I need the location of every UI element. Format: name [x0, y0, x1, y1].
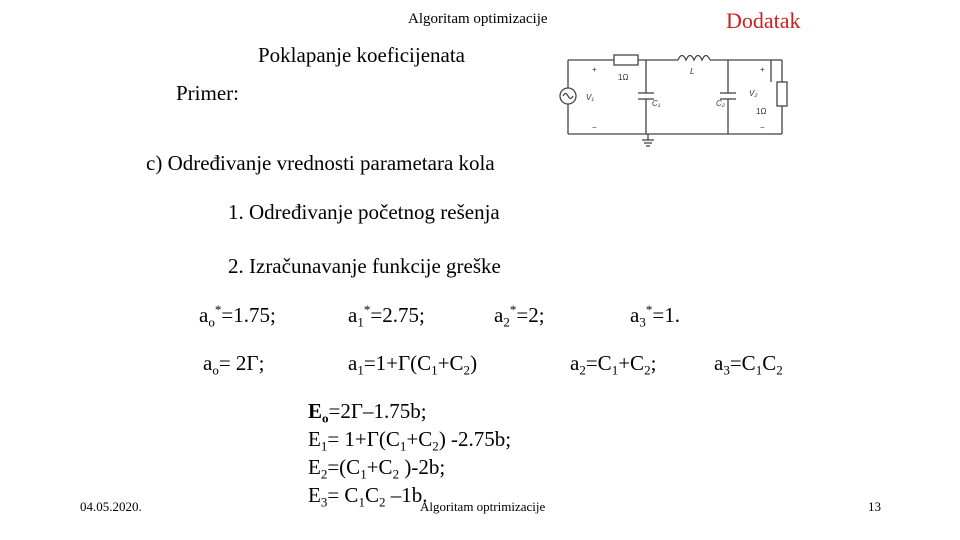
error-e0: $E_o=2\Gamma-1.75b$;: [308, 399, 427, 426]
v1-plus: +: [592, 65, 597, 74]
circuit-diagram: [556, 44, 796, 148]
step-1-heading: 1. Određivanje početnog rešenja: [228, 200, 500, 224]
c1-label: C₁: [652, 99, 661, 108]
initial-a2: $a_2^*=2$;: [494, 302, 545, 330]
relation-a1: $a_1=1+\Gamma(C_1+C_2)$: [348, 351, 478, 378]
relation-a2: $a_2=C_1+C_2$;: [570, 351, 657, 378]
relation-a3: $a_3=C_1C_2$: [714, 351, 783, 378]
relation-a0: $a_o= 2\Gamma$;: [203, 351, 265, 378]
initial-a1: $a_1^*=2.75$;: [348, 302, 425, 330]
step-2-heading: 2. Izračunavanje funkcije greške: [228, 254, 501, 278]
v2-plus: +: [760, 65, 765, 74]
error-e3: $E_3= C_1C_2$ –1b.: [308, 483, 428, 510]
section-label: Dodatak: [726, 8, 801, 33]
v1-label: V₁: [586, 93, 594, 102]
slide-title: Poklapanje koeficijenata: [258, 43, 465, 67]
initial-a0: $a_o^*=1.75$;: [199, 302, 276, 330]
item-c-heading: c) Određivanje vrednosti parametara kola: [146, 151, 495, 175]
error-e2: $E_2=(C_1+C_2$ )-2b;: [308, 455, 446, 482]
c2-label: C₂: [716, 99, 725, 108]
initial-a3: $a_3^*=1$.: [630, 302, 680, 330]
error-e1: $E_1= 1+\Gamma(C_1+C_2)$ -2.75b;: [308, 427, 512, 454]
example-label: Primer:: [176, 81, 239, 105]
v2-label: V₂: [749, 89, 758, 98]
inductor-label: L: [690, 67, 695, 76]
page-number: 13: [868, 499, 881, 514]
load-resistor-label: 1Ω: [756, 107, 767, 116]
v1-minus: −: [592, 123, 597, 132]
source-resistor-label: 1Ω: [618, 73, 629, 82]
v2-minus: −: [760, 123, 765, 132]
header-course-title: Algoritam optimizacije: [408, 11, 548, 27]
footer-date: 04.05.2020.: [80, 499, 142, 514]
footer-course: Algoritam optrimizacije: [420, 499, 546, 514]
